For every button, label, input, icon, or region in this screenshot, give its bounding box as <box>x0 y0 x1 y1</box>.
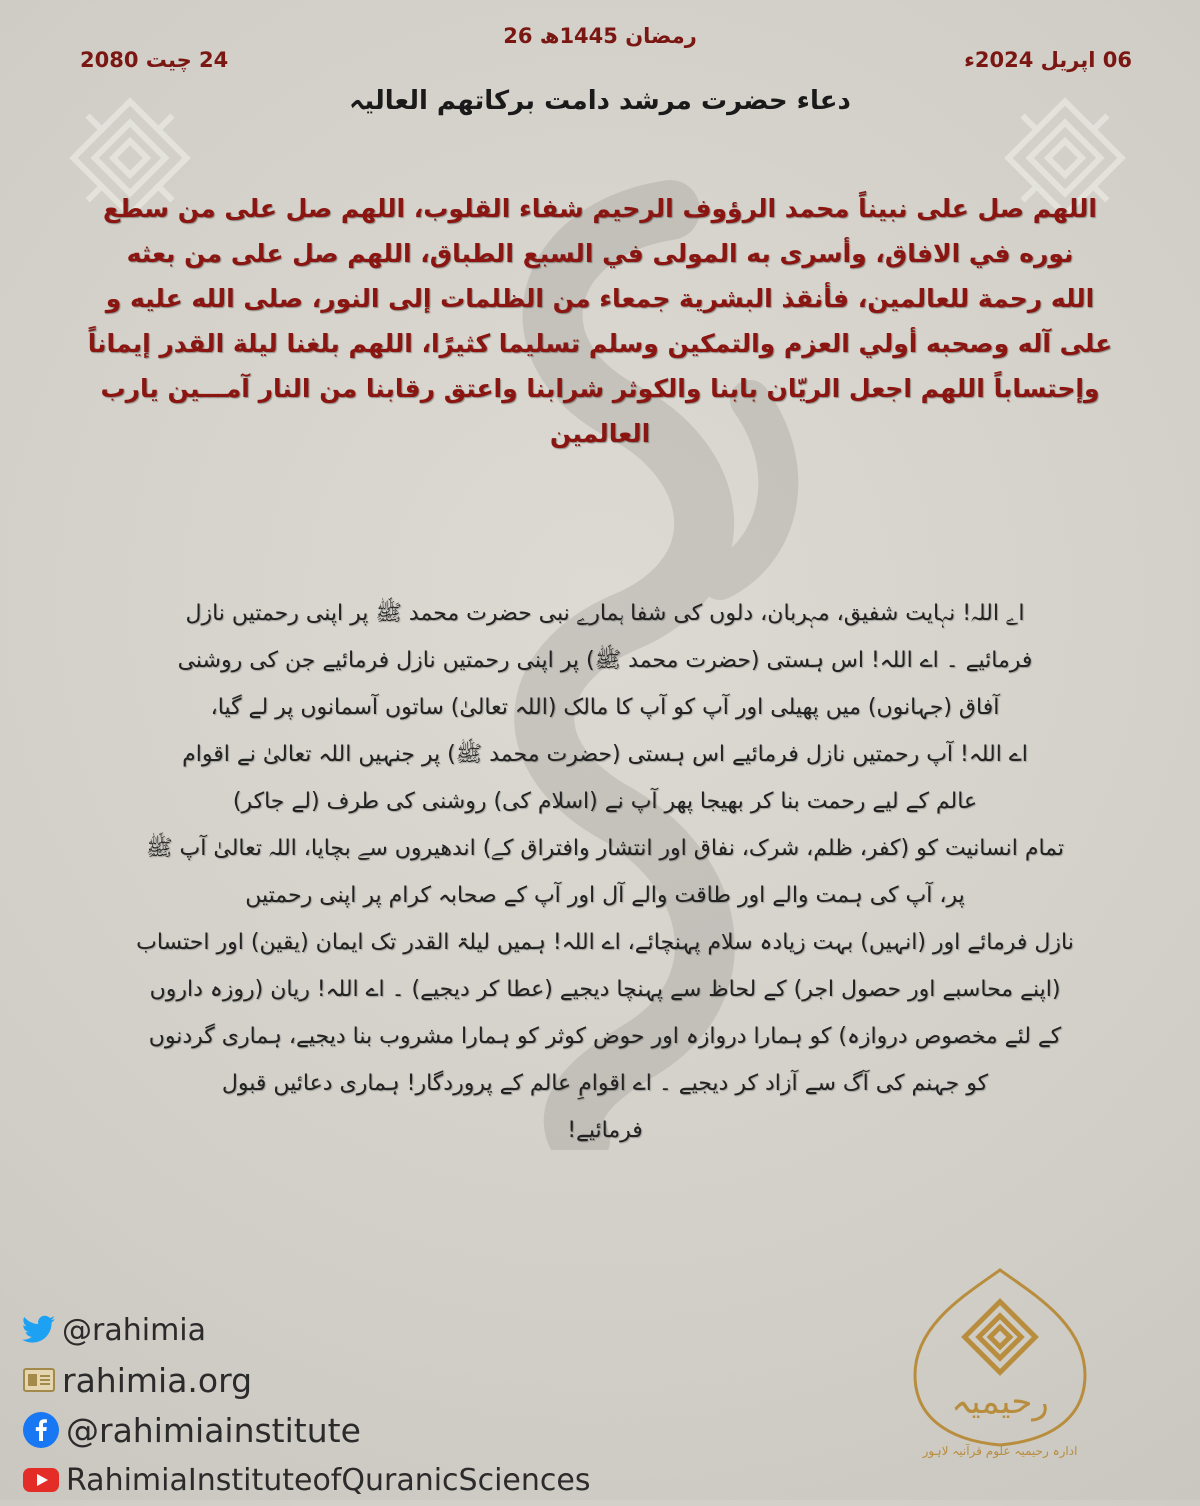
urdu-line: (اپنے محاسبے اور حصول اجر) کے لحاظ سے پہنچا دیجیے (عطا کر دیجیے) ۔ اے اللہ! ریان (روزہ داروں <box>149 977 1061 1002</box>
youtube-channel: RahimiaInstituteofQuranicSciences <box>66 1462 591 1498</box>
arabic-line: الله رحمة للعالمين، فأنقذ البشرية جمعاء من الظلمات إلى النور، صلى الله عليه و <box>105 284 1095 313</box>
social-links <box>22 1306 590 1506</box>
urdu-line: کو جہنم کی آگ سے آزاد کر دیجیے ۔ اے اقوامِ عالم کے پروردگار! ہماری دعائیں قبول <box>221 1071 989 1096</box>
arabic-line: اللهم صل على نبيناً محمد الرؤوف الرحيم شفاء القلوب، اللهم صل على من سطع <box>102 194 1098 223</box>
arabic-line: العالمين <box>549 419 651 448</box>
twitter-link[interactable] <box>22 1306 590 1354</box>
urdu-line: نازل فرمائے اور (انہیں) بہت زیادہ سلام پہنچائے، اے اللہ! ہمیں لیلۃ القدر تک ایمان (یقین) اور احتساب <box>136 930 1074 955</box>
urdu-line: فرمائیے! <box>567 1118 643 1143</box>
arabic-prayer <box>75 186 1125 456</box>
urdu-line: پر، آپ کی ہمت والے اور طاقت والے آل اور آپ کے صحابہ کرام پر اپنی رحمتیں <box>245 883 965 908</box>
facebook-link[interactable] <box>22 1406 590 1454</box>
web-icon <box>22 1367 56 1393</box>
twitter-handle: @rahimia <box>62 1312 207 1348</box>
arabic-line: وإحتساباً اللهم اجعل الريّان بابنا والكوثر شرابنا واعتق رقابنا من النار آمـــين يارب <box>100 374 1100 403</box>
logo-subtitle: ادارہ رحیمیہ علوم قرآنیہ لاہور <box>922 1444 1078 1458</box>
website-url: rahimia.org <box>62 1360 253 1400</box>
gregorian-date: 06 اپریل 2024ء <box>964 48 1132 72</box>
page-title: دعاء حضرت مرشد دامت برکاتھم العالیہ <box>349 86 851 116</box>
urdu-line: عالم کے لیے رحمت بنا کر بھیجا پھر آپ نے (اسلام کی) روشنی کی طرف (لے جاکر) <box>232 789 978 814</box>
urdu-line: اے اللہ! نہایت شفیق، مہربان، دلوں کی شفا ہمارے نبی حضرت محمد ﷺ پر اپنی رحمتیں نازل <box>185 601 1025 626</box>
urdu-line: کے لئے مخصوص دروازہ) کو ہمارا دروازہ اور حوض کوثر کو ہمارا مشروب بنا دیجیے، ہماری گردنوں <box>148 1024 1062 1049</box>
facebook-icon <box>22 1411 60 1449</box>
institute-logo <box>905 1265 1095 1490</box>
hijri-date: 26 رمضان 1445ھ <box>503 24 697 48</box>
arabic-line: على آله وصحبه أولي العزم والتمكين وسلم تسليما كثيرًا، اللهم بلغنا ليلة القدر إيماناً <box>87 329 1113 358</box>
urdu-line: آفاق (جہانوں) میں پھیلی اور آپ کو آپ کا مالک (اللہ تعالیٰ) ساتوں آسمانوں پر لے گیا، <box>210 695 1000 720</box>
urdu-line: فرمائیے ۔ اے اللہ! اس ہستی (حضرت محمد ﷺ) پر اپنی رحمتیں نازل فرمائیے جن کی روشنی <box>177 648 1033 673</box>
facebook-handle: @rahimiainstitute <box>66 1410 361 1450</box>
arabic-line: نوره في الافاق، وأسرى به المولى في السبع الطباق، اللهم صل على من بعثه <box>126 239 1074 268</box>
youtube-icon <box>22 1466 60 1494</box>
website-link[interactable] <box>22 1356 590 1404</box>
urdu-translation <box>100 590 1110 1154</box>
youtube-link[interactable] <box>22 1456 590 1504</box>
twitter-icon <box>22 1315 56 1345</box>
logo-name: رحیمیہ <box>951 1382 1049 1422</box>
urdu-line: اے اللہ! آپ رحمتیں نازل فرمائیے اس ہستی (حضرت محمد ﷺ) پر جنہیں اللہ تعالیٰ نے اقوام <box>182 742 1028 767</box>
urdu-line: تمام انسانیت کو (کفر، ظلم، شرک، نفاق اور انتشار وافتراق کے) اندھیروں سے بچایا، اللہ تعالیٰ آپ ﷺ <box>145 836 1065 861</box>
bikrami-date: 24 چیت 2080 <box>80 48 229 72</box>
